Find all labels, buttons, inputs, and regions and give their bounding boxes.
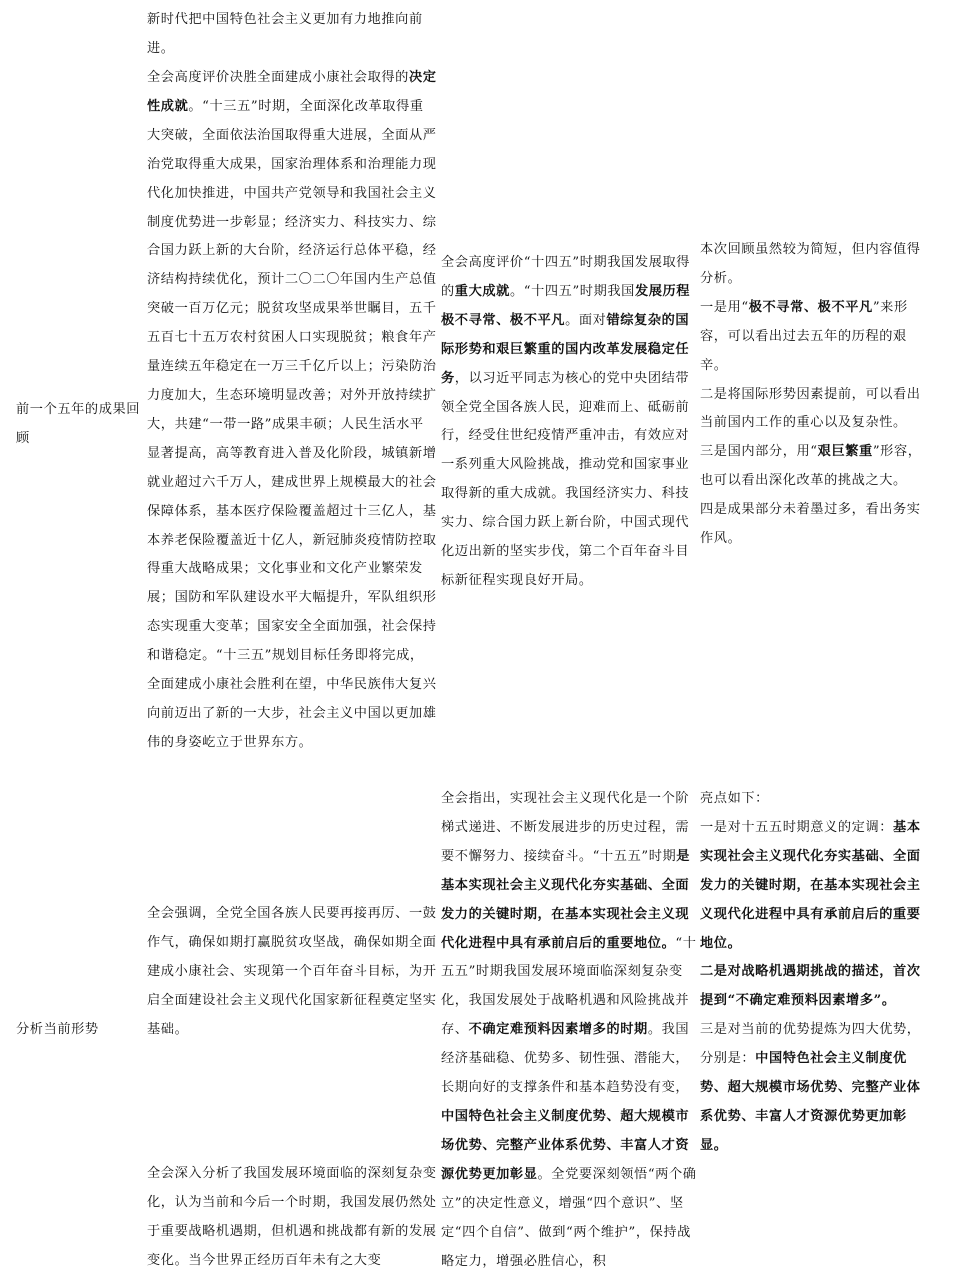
text-run: 亮点如下： <box>700 791 769 806</box>
row1-label: 前一个五年的成果回顾 <box>16 402 141 446</box>
row2-col2-bottom-text: 全会深入分析了我国发展环境面临的深刻复杂变化，认为当前和今后一个时期，我国发展仍然处于重要战略机遇期，但机遇和挑战都有新的发展变化。当今世界正经历百年未有之大变 <box>147 1166 437 1268</box>
text-run: 。我国经济基础稳、优势多、韧性强、潜能大，长期向好的支撑条件和基本趋势没有变， <box>441 1022 690 1096</box>
bold-text-run: 二是对战略机遇期挑战的描述，首次提到“不确定难预料因素增多”。 <box>700 964 921 1009</box>
text-run: 全会高度评价决胜全面建成小康社会取得的 <box>147 70 409 85</box>
bold-text-run: 发展历程极不寻常、极不平凡 <box>441 283 691 328</box>
text-run: 。“十四五”时期我国 <box>509 283 635 299</box>
text-run: ，以习近平同志为核心的党中央团结带领全党全国各族人民，迎难而上、砥砺前行，经受住世纪疫情严重冲击，有效应对一系列重大风险挑战，推动党和国家事业取得新的重大成就。我国经济实力、科技实力、综合国力跃上新台阶，中国式现代化迈出新的坚实步伐，第二个百年奋斗目标新征程实现良好开局。 <box>441 370 690 588</box>
bold-text-run: 错综复杂的国际形势和艰巨繁重的国内改革发展稳定任务 <box>441 312 690 386</box>
text-run: 三是对当前的优势提炼为四大优势，分别是： <box>700 1022 921 1067</box>
bold-text-run: 艰巨繁重 <box>817 444 873 460</box>
paragraph <box>700 814 932 959</box>
text-run: 本次回顾虽然较为简短，但内容值得分析。 <box>700 242 921 286</box>
bold-text-run: 极不寻常、极不平凡 <box>748 299 873 315</box>
paragraph <box>700 294 932 381</box>
text-run: 。全党要深刻领悟“两个确立”的决定性意义，增强“四个意识”、坚定“四个自信”、做到“两个维护”，保持战略定力，增强必胜信心，积 <box>441 1166 697 1269</box>
row2-col3-text <box>441 785 697 1276</box>
paragraph <box>700 1016 932 1161</box>
paragraph <box>700 438 932 496</box>
row1-col3-text <box>441 249 697 596</box>
text-run: 全会高度评价“十四五”时期我国发展取得的 <box>441 255 691 299</box>
paragraph <box>700 236 932 294</box>
text-run: 。面对 <box>565 312 607 328</box>
text-run: ”形容，也可以看出深化改革的挑战之大。 <box>700 444 922 489</box>
bold-text-run: 是基本实现社会主义现代化夯实基础、全面发力的关键时期，在基本实现社会主义现代化进程中具有承前启后的重要地位。 <box>441 848 691 951</box>
text-run: ”来形容，可以看出过去五年的历程的艰辛。 <box>700 299 908 373</box>
row1-col2-top-text: 新时代把中国特色社会主义更加有力地推向前进。 <box>147 12 423 56</box>
bold-text-run: 基本实现社会主义现代化夯实基础、全面发力的关键时期，在基本实现社会主义现代化进程中具有承前启后的重要地位。 <box>700 819 921 951</box>
bold-text-run: 中国特色社会主义制度优势、超大规模市场优势、完整产业体系优势、丰富人才资源优势更加彰显 <box>441 1108 690 1182</box>
text-run: 四是成果部分未着墨过多，看出务实作风。 <box>700 502 921 547</box>
row1-col4-analysis <box>700 236 932 554</box>
paragraph <box>700 381 932 439</box>
paragraph <box>700 958 932 1016</box>
row1-col2-main-text <box>147 64 437 758</box>
bold-text-run: 决定性成就 <box>147 70 437 114</box>
paragraph <box>700 785 932 814</box>
bold-text-run: 不确定难预料因素增多的时期 <box>468 1022 648 1038</box>
bold-text-run: 重大成就 <box>454 283 510 299</box>
row2-label: 分析当前形势 <box>16 1022 99 1037</box>
text-run: 三是国内部分，用“ <box>700 444 818 460</box>
text-run: 一是对十五五时期意义的定调： <box>700 819 894 835</box>
text-run: 二是将国际形势因素提前，可以看出当前国内工作的重心以及复杂性。 <box>700 386 921 431</box>
bold-text-run: 中国特色社会主义制度优势、超大规模市场优势、完整产业体系优势、丰富人才资源优势更加彰显。 <box>700 1051 921 1153</box>
row2-col2-text: 全会强调，全党全国各族人民要再接再厉、一鼓作气，确保如期打赢脱贫攻坚战，确保如期全面建成小康社会、实现第一个百年奋斗目标，为开启全面建设社会主义现代化国家新征程奠定坚实基础。 <box>147 906 437 1037</box>
text-run: 一是用“ <box>700 299 749 315</box>
text-run: 。“十三五”时期，全面深化改革取得重大突破，全面依法治国取得重大进展，全面从严治党取得重大成果，国家治理体系和治理能力现代化加快推进，中国共产党领导和我国社会主义制度优势进一步彰显；经济实力、科技实力、综合国力跃上新的大台阶，经济运行总体平稳，经济结构持续优化，预计二〇二〇年国内生产总值突破一百万亿元；脱贫攻坚成果举世瞩目，五千五百七十五万农村贫困人口实现脱贫；粮食年产量连续五年稳定在一万三千亿斤以上；污染防治力度加大，生态环境明显改善；对外开放持续扩大，共建“一带一路”成果丰硕；人民生活水平显著提高，高等教育进入普及化阶段，城镇新增就业超过六千万人，建成世界上规模最大的社会保障体系，基本医疗保险覆盖超过十三亿人，基本养老保险覆盖近十亿人，新冠肺炎疫情防控取得重大战略成果；文化事业和文化产业繁荣发展；国防和军队建设水平大幅提升，军队组织形态实现重大变革；国家安全全面加强，社会保持和谐稳定。“十三五”规划目标任务即将完成，全面建成小康社会胜利在望，中华民族伟大复兴向前迈出了新的一大步，社会主义中国以更加雄伟的身姿屹立于世界东方。 <box>147 98 437 750</box>
text-run: 全会指出，实现社会主义现代化是一个阶梯式递进、不断发展进步的历史过程，需要不懈努力、接续奋斗。“十五五”时期 <box>441 791 690 864</box>
paragraph <box>700 496 932 554</box>
text-run: “十五五”时期我国发展环境面临深刻复杂变化，我国发展处于战略机遇和风险挑战并存、 <box>441 935 697 1038</box>
row2-col4-highlights <box>700 785 932 1161</box>
